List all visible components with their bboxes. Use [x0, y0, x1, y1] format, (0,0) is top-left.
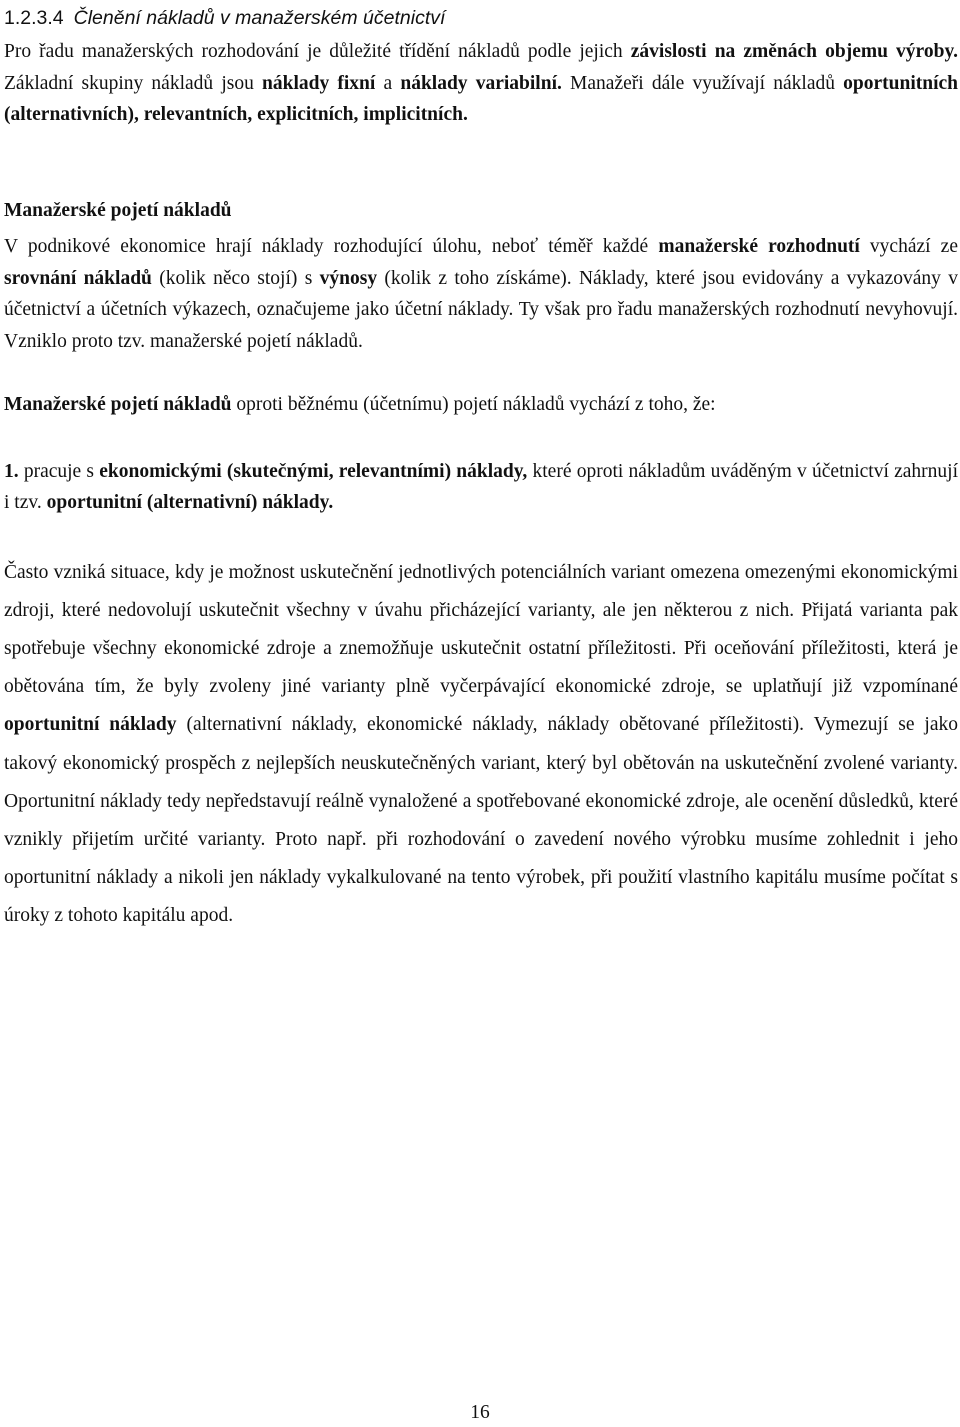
bold-run: manažerské rozhodnutí: [658, 236, 860, 257]
text-run: které oproti nákladům uváděným v účetnictví zahrnují i tzv.: [4, 460, 958, 513]
body-paragraph: [4, 231, 958, 357]
intro-paragraph: [4, 36, 958, 131]
page-number: 16: [470, 1402, 490, 1423]
bold-run: ekonomickými (skutečnými, relevantními) náklady,: [99, 460, 528, 482]
text-run: Často vzniká situace, kdy je možnost uskutečnění jednotlivých potenciálních variant omezena omezenými ekonomickými zdroji, které nedovolují uskutečnit všechny v úvahu přicházející varianty, ale jen některou z nich. Přijatá varianta pak spotřebuje všechny ekonomické zdroje a znemožňuje uskutečnit ostatní příležitosti. Při oceňování příležitosti, která je obětována tím, že byly zvoleny jiné varianty plně vyčerpávající ekonomické zdroje, se uplatňují již vzpomínané: [4, 561, 958, 698]
opportunity-cost-paragraph: [4, 554, 958, 936]
list-item-paragraph: [4, 456, 958, 519]
text-run: (alternativní náklady, ekonomické náklady, náklady obětované příležitosti). Vymezují se jako takový ekonomický prospěch z nejlepších neuskutečněných variant, který byl obětován na uskutečnění zvolené varianty. Oportunitní náklady tedy nepředstavují reálně vynaložené a spotřebované ekonomické zdroje, ale ocenění důsledků, které vznikly přijetím určité varianty. Proto např. při rozhodování o zavedení nového výrobku musíme zohlednit i jeho oportunitní náklady a nikoli jen náklady vykalkulované na tento výrobek, při použití vlastního kapitálu musíme počítat s úroky z tohoto kapitálu apod.: [4, 714, 959, 927]
text-run: pracuje s: [18, 460, 100, 482]
comparison-paragraph: [4, 389, 958, 421]
bold-run: náklady fixní: [262, 72, 376, 94]
bold-run: oportunitní (alternativní) náklady.: [46, 492, 334, 513]
text-run: oproti běžnému (účetnímu) pojetí nákladů vychází z toho, že:: [231, 394, 716, 415]
bold-run: oportunitních (alternativních), relevantních, explicitních, implicitních.: [4, 72, 959, 125]
list-number: 1.: [4, 460, 19, 482]
text-run: a: [375, 72, 401, 94]
bold-run: náklady variabilní.: [400, 72, 562, 94]
subsection-title-text: Manažerské pojetí nákladů: [4, 199, 232, 221]
bold-run: výnosy: [319, 267, 378, 289]
section-heading: [4, 4, 958, 32]
bold-run: Manažerské pojetí nákladů: [4, 394, 232, 415]
bold-run: srovnání nákladů: [4, 267, 152, 289]
text-run: Základní skupiny nákladů jsou: [4, 72, 263, 94]
text-run: V podnikové ekonomice hrají náklady rozhodující úlohu, neboť téměř každé: [4, 236, 659, 257]
section-title: Členění nákladů v manažerském účetnictví: [73, 7, 446, 29]
text-run: Manažeři dále využívají nákladů: [561, 72, 844, 94]
document-page: [4, 0, 958, 936]
bold-run: závislosti na změnách objemu výroby.: [630, 41, 959, 62]
text-run: vychází ze: [859, 236, 958, 257]
text-run: (kolik něco stojí) s: [151, 267, 320, 289]
text-run: (kolik z toho získáme). Náklady, které jsou evidovány a vykazovány v účetnictví a účetních výkazech, označujeme jako účetní náklady. Ty však pro řadu manažerských rozhodnutí nevyhovují. Vzniklo proto tzv. manažerské pojetí nákladů.: [4, 267, 958, 352]
bold-run: oportunitní náklady: [4, 714, 177, 736]
subsection-title: [4, 195, 958, 227]
section-number: 1.2.3.4: [4, 7, 64, 29]
text-run: Pro řadu manažerských rozhodování je důležité třídění nákladů podle jejich: [4, 41, 631, 62]
